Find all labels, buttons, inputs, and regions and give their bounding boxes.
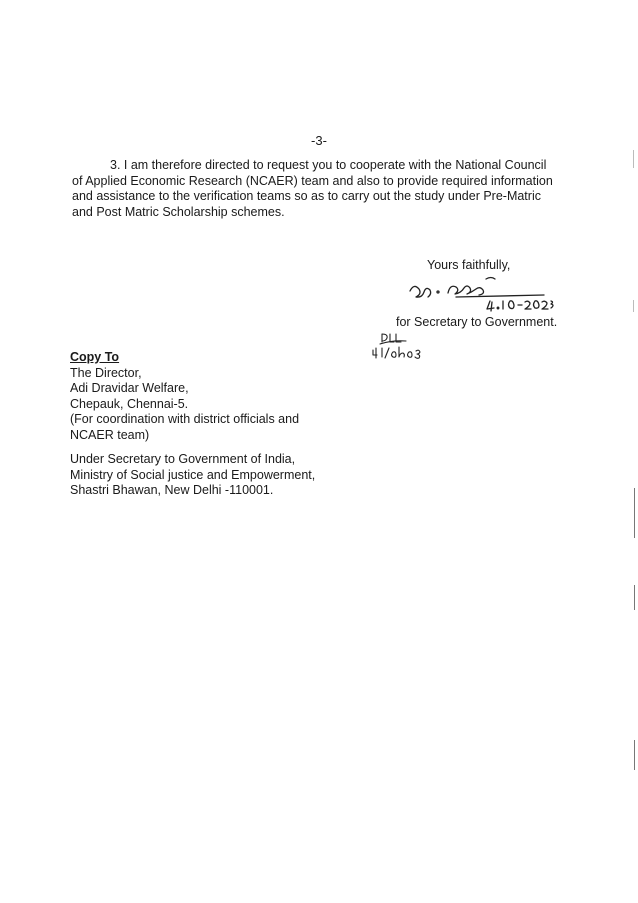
body-paragraph: [72, 158, 572, 220]
recipient-line: Shastri Bhawan, New Delhi -110001.: [70, 483, 274, 497]
paragraph-line: of Applied Economic Research (NCAER) team and also to provide required information: [72, 173, 553, 188]
recipient-line: The Director,: [70, 365, 142, 380]
scan-artifact: [634, 740, 635, 770]
recipient-line: Ministry of Social justice and Empowerment,: [70, 467, 316, 482]
recipient-line: Adi Dravidar Welfare,: [70, 381, 189, 395]
recipient-line: (For coordination with district officials and: [70, 412, 300, 426]
paragraph-line: and assistance to the verification teams so as to carry out the study under Pre-Matric: [72, 189, 541, 203]
page-number: -3-: [311, 133, 327, 148]
recipient-line: Under Secretary to Government of India,: [70, 452, 296, 466]
closing-salutation: Yours faithfully,: [427, 258, 511, 272]
scan-artifact: [633, 150, 634, 168]
copy-to-section: [70, 350, 315, 499]
scan-artifact: [634, 488, 635, 538]
signatory-designation: for Secretary to Government.: [396, 315, 558, 329]
paragraph-line: and Post Matric Scholarship schemes.: [72, 204, 285, 219]
copy-to-heading: Copy To: [70, 350, 120, 364]
signature: [404, 271, 554, 315]
scan-artifact: [634, 585, 635, 610]
spacer: [70, 443, 315, 452]
handwritten-initials: [370, 332, 434, 362]
scan-artifact: [633, 300, 634, 312]
paragraph-line: 3. I am therefore directed to request you to cooperate with the National Council: [110, 158, 547, 172]
recipient-line: Chepauk, Chennai-5.: [70, 396, 189, 411]
recipient-line: NCAER team): [70, 427, 150, 442]
